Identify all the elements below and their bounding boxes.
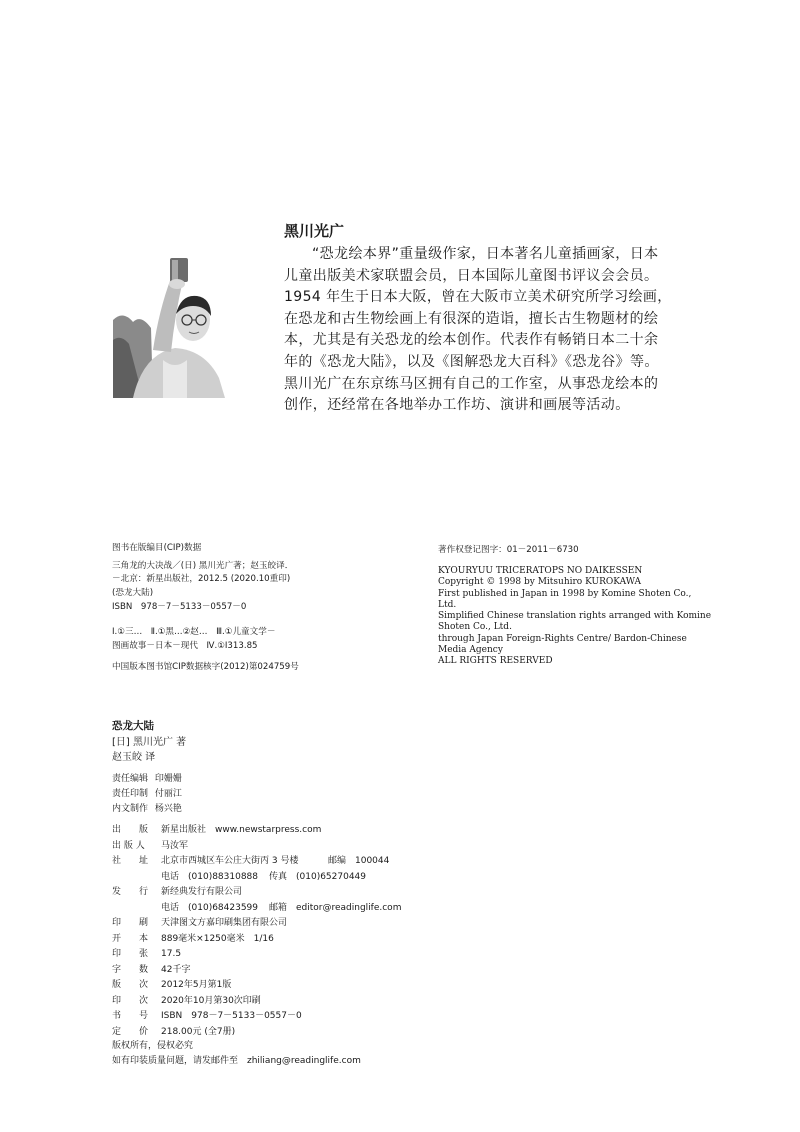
bio-line: 年的《恐龙大陆》，以及《图解恐龙大百科》《恐龙谷》等。 bbox=[284, 353, 659, 370]
pub-value: 218.00元 (全7册) bbox=[161, 1026, 236, 1037]
pub-value: ISBN 978－7－5133－0557－0 bbox=[161, 1011, 302, 1021]
bio-line: 儿童出版美术家联盟会员，日本国际儿童图书评议会会员。 bbox=[284, 267, 659, 284]
book-author: [日] 黑川光广 著 bbox=[112, 737, 187, 748]
cip-line: 三角龙的大决战／(日) 黑川光广著；赵玉皎译． bbox=[112, 561, 294, 571]
copyright-notice: 版权所有，侵权必究 bbox=[112, 1041, 194, 1051]
cip-line: 中国版本图书馆CIP数据核字(2012)第024759号 bbox=[112, 662, 299, 672]
credit-value: 印姗姗 bbox=[154, 774, 182, 784]
pub-value: 889毫米×1250毫米 1/16 bbox=[161, 933, 274, 944]
pub-label: 印 次 bbox=[112, 995, 149, 1006]
pub-fax: 传真 (010)65270449 bbox=[269, 871, 367, 882]
pub-value: 天津图文方嘉印刷集团有限公司 bbox=[161, 918, 288, 928]
rights-line: ALL RIGHTS RESERVED bbox=[438, 656, 553, 667]
rights-line: Simplified Chinese translation rights arranged with Komine bbox=[438, 611, 712, 622]
cip-line: Ⅰ.①三… Ⅱ.①黑…②赵… Ⅲ.①儿童文学－ bbox=[112, 627, 276, 637]
cip-line: ISBN 978－7－5133－0557－0 bbox=[112, 602, 247, 612]
pub-value: 北京市西城区车公庄大街丙 3 号楼 bbox=[161, 856, 299, 866]
credit-label: 责任印制 bbox=[112, 789, 149, 799]
book-info bbox=[112, 718, 186, 765]
pub-label: 开 本 bbox=[112, 933, 149, 944]
pub-value: 42千字 bbox=[161, 964, 191, 975]
book-translator: 赵玉皎 译 bbox=[112, 752, 156, 763]
credit-row bbox=[112, 787, 182, 802]
rights-line: through Japan Foreign-Rights Centre/ Bardon-Chinese bbox=[438, 633, 687, 644]
pub-label: 印 张 bbox=[112, 949, 149, 959]
cip-line: (恐龙大陆) bbox=[112, 588, 154, 598]
pub-value: 新经典发行有限公司 bbox=[161, 887, 243, 897]
bio-line: 创作，还经常在各地举办工作坊、演讲和画展等活动。 bbox=[284, 397, 630, 414]
pub-label: 版 次 bbox=[112, 980, 149, 990]
credit-label: 责任编辑 bbox=[112, 774, 149, 784]
author-bio bbox=[284, 244, 694, 417]
rights-line: Media Agency bbox=[438, 645, 503, 656]
rights-line: Ltd. bbox=[438, 599, 457, 610]
pub-label: 发 行 bbox=[112, 887, 149, 897]
bio-line: “恐龙绘本界”重量级作家，日本著名儿童插画家，日本 bbox=[312, 246, 659, 262]
footer-block bbox=[112, 1039, 361, 1069]
credit-row bbox=[112, 802, 182, 817]
rights-line: Copyright © 1998 by Mitsuhiro KUROKAWA bbox=[438, 577, 642, 588]
cip-line: －北京：新星出版社，2012.5 (2020.10重印) bbox=[112, 574, 291, 584]
credit-row bbox=[112, 772, 182, 787]
rights-block bbox=[438, 543, 712, 668]
pub-label: 出 版 bbox=[112, 825, 149, 835]
copyright-registration: 著作权登记图字：01－2011－6730 bbox=[438, 545, 579, 555]
pub-label: 印 刷 bbox=[112, 918, 149, 928]
pub-value: 17.5 bbox=[161, 949, 182, 959]
bio-line: 黑川光广在东京练马区拥有自己的工作室，从事恐龙绘本的 bbox=[284, 375, 659, 392]
bio-line: 在恐龙和古生物绘画上有很深的造诣，擅长古生物题材的绘 bbox=[284, 310, 659, 327]
cip-line: 图画故事－日本－现代 Ⅳ.①I313.85 bbox=[112, 641, 258, 651]
pub-value: 2020年10月第30次印刷 bbox=[161, 995, 261, 1006]
pub-label: 字 数 bbox=[112, 964, 149, 975]
pub-phone: 电话 (010)88310888 bbox=[161, 871, 259, 882]
pub-value: 马汝军 bbox=[161, 840, 189, 851]
cip-title: 图书在版编目(CIP)数据 bbox=[112, 543, 202, 553]
quality-contact: 如有印装质量问题，请发邮件至 zhiliang@readinglife.com bbox=[112, 1056, 361, 1066]
pub-value: 新星出版社 www.newstarpress.com bbox=[161, 825, 322, 835]
pub-postcode: 邮编 100044 bbox=[328, 856, 390, 866]
pub-phone: 电话 (010)68423599 bbox=[161, 902, 259, 913]
pub-label: 出 版 人 bbox=[112, 840, 145, 851]
author-name: 黑川光广 bbox=[284, 222, 345, 240]
credits-block bbox=[112, 772, 182, 817]
book-title: 恐龙大陆 bbox=[112, 720, 154, 732]
pub-label: 定 价 bbox=[112, 1026, 149, 1037]
rights-line: First published in Japan in 1998 by Komine Shoten Co., bbox=[438, 588, 692, 599]
pub-email: 邮箱 editor@readinglife.com bbox=[269, 902, 402, 913]
bio-line: 1954 年生于日本大阪，曾在大阪市立美术研究所学习绘画， bbox=[284, 289, 672, 306]
author-photo bbox=[113, 250, 225, 398]
credit-value: 付丽江 bbox=[154, 789, 182, 799]
rights-line: KYOURYUU TRICERATOPS NO DAIKESSEN bbox=[438, 566, 643, 576]
pub-label: 社 址 bbox=[112, 856, 149, 866]
rights-line: Shoten Co., Ltd. bbox=[438, 622, 512, 633]
credit-value: 杨兴艳 bbox=[154, 804, 182, 814]
pub-value: 2012年5月第1版 bbox=[161, 980, 232, 990]
bio-line: 本，尤其是有关恐龙的绘本创作。代表作有畅销日本二十余 bbox=[284, 332, 659, 349]
pub-label: 书 号 bbox=[112, 1011, 149, 1021]
credit-label: 内文制作 bbox=[112, 804, 149, 814]
